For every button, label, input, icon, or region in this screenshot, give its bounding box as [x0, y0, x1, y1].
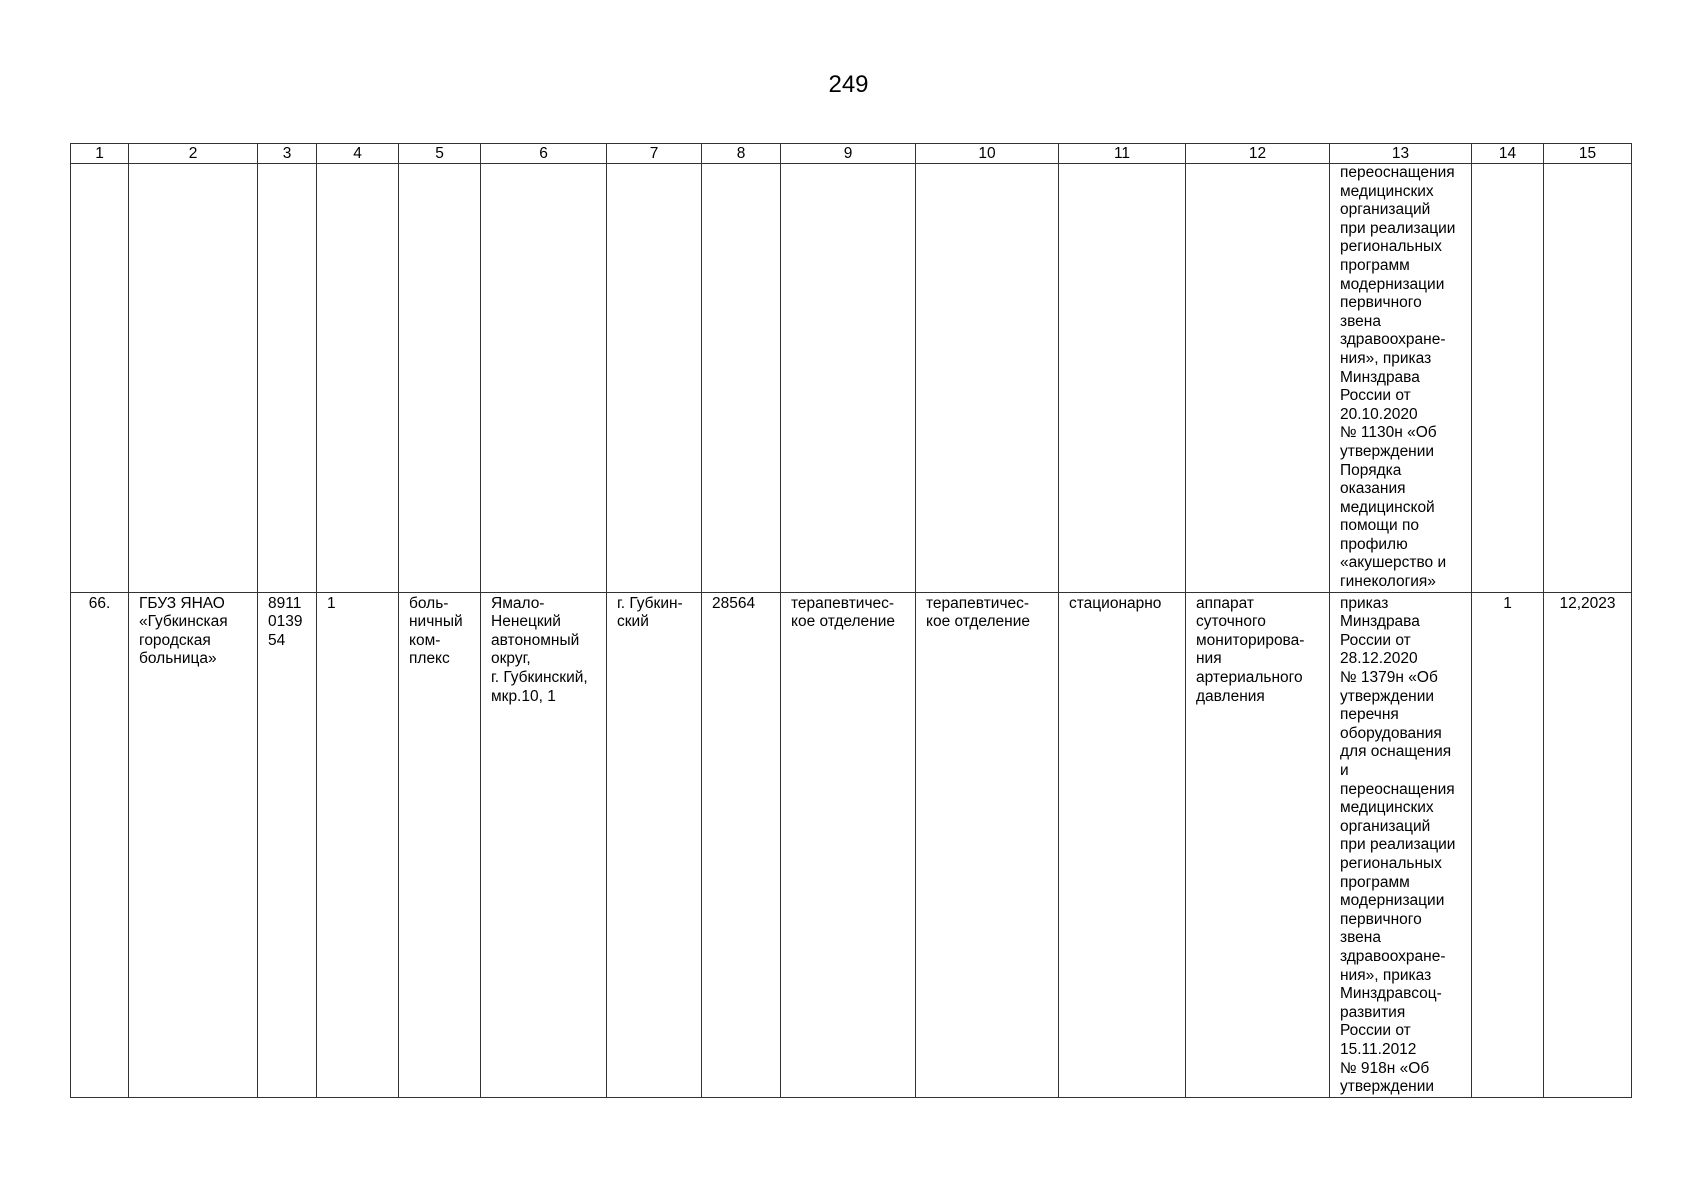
column-header: 7 — [607, 144, 702, 164]
table-cell — [916, 164, 1059, 593]
legal-basis-cell: переоснащения медицинских организаций при реализации региональных программ модернизации первичного звена здравоохране- ния», приказ Минздрава России от 20.10.2020 № 1130н «Об утверждении Порядка оказания медицинской помощи по профилю «акушерство и гинекология» — [1330, 164, 1472, 593]
column-header: 4 — [317, 144, 399, 164]
care-conditions-cell: стационарно — [1059, 592, 1186, 1097]
row-number-cell: 66. — [71, 592, 129, 1097]
table-cell — [258, 164, 317, 593]
page-number: 249 — [828, 71, 869, 98]
column-header: 1 — [71, 144, 129, 164]
table-cell — [317, 164, 399, 593]
organization-cell: ГБУЗ ЯНАО «Губкинская городская больница» — [129, 592, 258, 1097]
table-cell — [129, 164, 258, 593]
table-cell: 1 — [317, 592, 399, 1097]
column-header: 6 — [481, 144, 607, 164]
column-number-row — [71, 144, 1632, 164]
equipment-cell: аппарат суточного мониторирова- ния артериального давления — [1186, 592, 1330, 1097]
table-cell — [71, 164, 129, 593]
table-cell — [481, 164, 607, 593]
column-header: 10 — [916, 144, 1059, 164]
quantity-cell: 1 — [1472, 592, 1544, 1097]
department-cell: терапевтичес- кое отделение — [781, 592, 916, 1097]
address-cell: Ямало- Ненецкий автономный округ, г. Губкинский, мкр.10, 1 — [481, 592, 607, 1097]
column-header: 2 — [129, 144, 258, 164]
column-header: 13 — [1330, 144, 1472, 164]
column-header: 3 — [258, 144, 317, 164]
table-cell — [1059, 164, 1186, 593]
table-cell — [607, 164, 702, 593]
table-row — [71, 592, 1632, 1097]
legal-basis-cell: приказ Минздрава России от 28.12.2020 № 1379н «Об утверждении перечня оборудования для оснащения и переоснащения медицинских организаций при реализации региональных программ модернизации первичного звена здравоохране- ния», приказ Минздравсоц- развития России от 15.11.2012 № 918н «Об утверждении — [1330, 592, 1472, 1097]
table-cell — [1544, 164, 1632, 593]
table-cell — [1186, 164, 1330, 593]
column-header: 12 — [1186, 144, 1330, 164]
continuation-row — [71, 164, 1632, 593]
column-header: 9 — [781, 144, 916, 164]
column-header: 5 — [399, 144, 481, 164]
inn-cell: 8911 0139 54 — [258, 592, 317, 1097]
population-cell: 28564 — [702, 592, 781, 1097]
building-type-cell: боль- ничный ком- плекс — [399, 592, 481, 1097]
table-cell — [702, 164, 781, 593]
column-header: 11 — [1059, 144, 1186, 164]
table-cell — [399, 164, 481, 593]
column-header: 14 — [1472, 144, 1544, 164]
column-header: 8 — [702, 144, 781, 164]
table-cell — [781, 164, 916, 593]
equipment-table — [70, 143, 1632, 1098]
department-cell: терапевтичес- кое отделение — [916, 592, 1059, 1097]
column-header: 15 — [1544, 144, 1632, 164]
municipality-cell: г. Губкин- ский — [607, 592, 702, 1097]
table-cell — [1472, 164, 1544, 593]
date-cell: 12,2023 — [1544, 592, 1632, 1097]
